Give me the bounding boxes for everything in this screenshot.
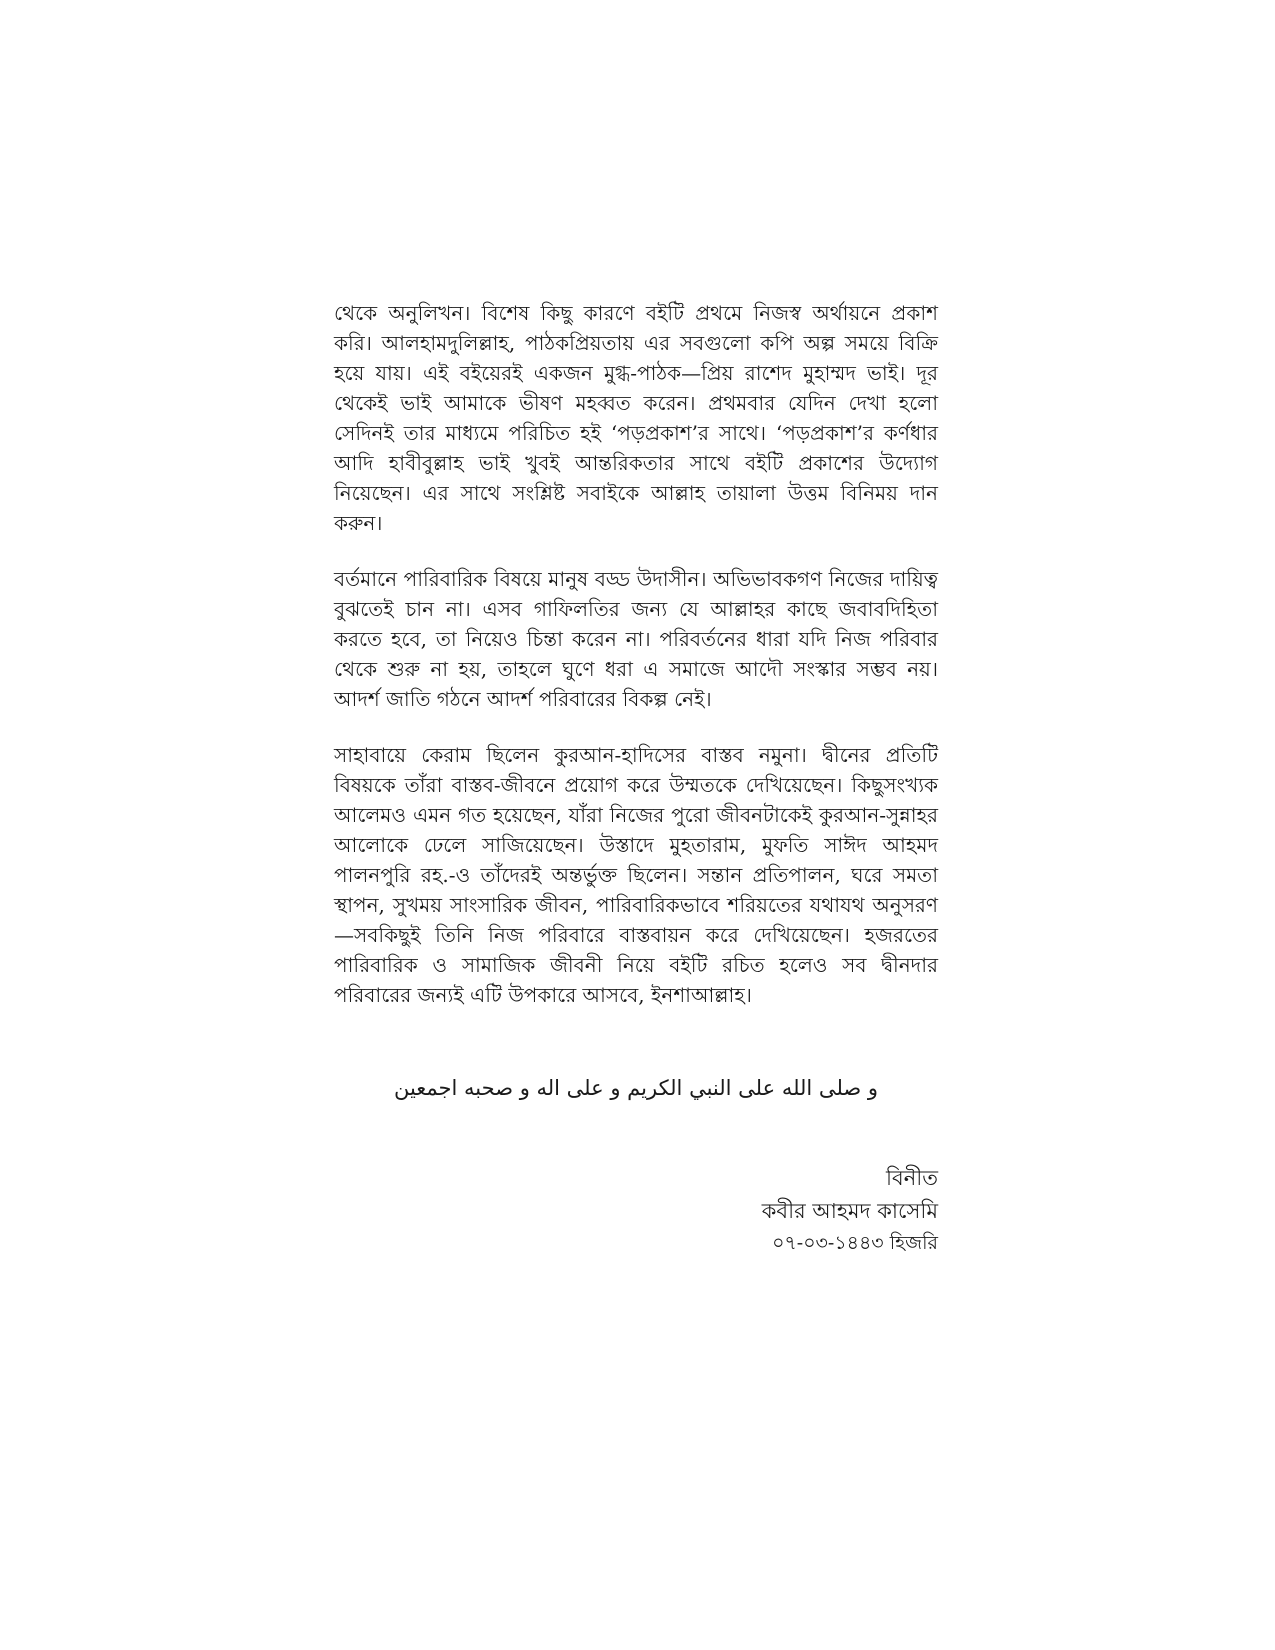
author-name: কবীর আহমদ কাসেমি [761,1199,938,1223]
signature-block [762,1162,938,1258]
signature-date: ০৭-০৩-১৪৪৩ হিজরি [772,1232,938,1254]
paragraph-3: সাহাবায়ে কেরাম ছিলেন কুরআন-হাদিসের বাস্তব নমুনা। দ্বীনের প্রতিটি বিষয়কে তাঁরা বাস্তব-জীবনে প্রয়োগ করে উম্মতকে দেখিয়েছেন। কিছুসংখ্যক আলেমও এমন গত হয়েছেন, যাঁরা নিজের পুরো জীবনটাকেই কুরআন-সুন্নাহর আলোকে ঢেলে সাজিয়েছেন। উস্তাদে মুহতারাম, মুফতি সাঈদ আহমদ পালনপুরি রহ.-ও তাঁদেরই অন্তর্ভুক্ত ছিলেন। সন্তান প্রতিপালন, ঘরে সমতা স্থাপন, সুখময় সাংসারিক জীবন, পারিবারিকভাবে শরিয়তের যথাযথ অনুসরণ—সবকিছুই তিনি নিজ পরিবারে বাস্তবায়ন করে দেখিয়েছেন। হজরতের পারিবারিক ও সামাজিক জীবনী নিয়ে বইটি রচিত হলেও সব দ্বীনদার পরিবারের জন্যই এটি উপকারে আসবে, ইনশাআল্লাহ। [334,743,938,1007]
paragraph-2: বর্তমানে পারিবারিক বিষয়ে মানুষ বড্ড উদাসীন। অভিভাবকগণ নিজের দায়িত্ব বুঝতেই চান না। এসব গাফিলতির জন্য যে আল্লাহর কাছে জবাবদিহিতা করতে হবে, তা নিয়েও চিন্তা করেন না। পরিবর্তনের ধারা যদি নিজ পরিবার থেকে শুরু না হয়, তাহলে ঘুণে ধরা এ সমাজে আদৌ সংস্কার সম্ভব নয়। আদর্শ জাতি গঠনে আদর্শ পরিবারের বিকল্প নেই। [334,567,938,711]
signature-closing: বিনীত [886,1166,938,1190]
paragraph-1: থেকে অনুলিখন। বিশেষ কিছু কারণে বইটি প্রথমে নিজস্ব অর্থায়নে প্রকাশ করি। আলহামদুলিল্লাহ, পাঠকপ্রিয়তায় এর সবগুলো কপি অল্প সময়ে বিক্রি হয়ে যায়। এই বইয়েরই একজন মুগ্ধ-পাঠক—প্রিয় রাশেদ মুহাম্মদ ভাই। দূর থেকেই ভাই আমাকে ভীষণ মহব্বত করেন। প্রথমবার যেদিন দেখা হলো সেদিনই তার মাধ্যমে পরিচিত হই ‘পড়প্রকাশ’র সাথে। ‘পড়প্রকাশ’র কর্ণধার আদি হাবীবুল্লাহ ভাই খুবই আন্তরিকতার সাথে বইটি প্রকাশের উদ্যোগ নিয়েছেন। এর সাথে সংশ্লিষ্ট সবাইকে আল্লাহ তায়ালা উত্তম বিনিময় দান করুন। [334,301,938,535]
arabic-blessing: و صلى الله على النبي الكريم و على اله و صحبه اجمعين [393,1076,879,1100]
body-text [334,298,938,1036]
